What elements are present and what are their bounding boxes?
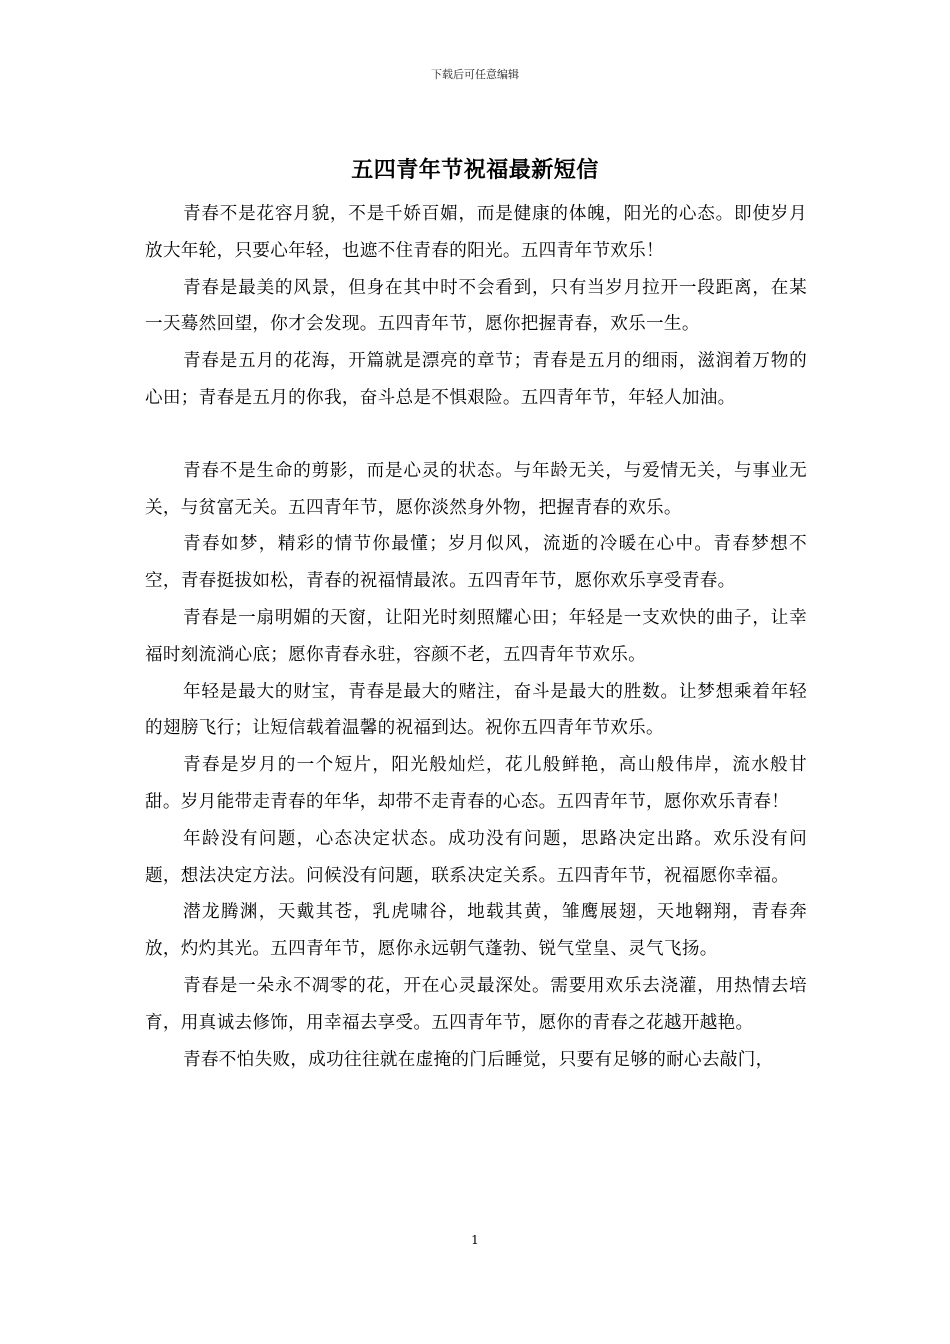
paragraph: 潜龙腾渊，天戴其苍，乳虎啸谷，地载其黄，雏鹰展翅，天地翱翔，青春奔放，灼灼其光。五四青年节，愿你永远朝气蓬勃、锐气堂皇、灵气飞扬。 — [145, 902, 807, 960]
page-header: 下载后可任意编辑 — [431, 68, 519, 81]
document-body — [145, 196, 807, 1078]
paragraph: 年轻是最大的财宝，青春是最大的赌注，奋斗是最大的胜数。让梦想乘着年轻的翅膀飞行；让短信载着温馨的祝福到达。祝你五四青年节欢乐。 — [145, 681, 807, 739]
paragraph: 青春是一扇明媚的天窗，让阳光时刻照耀心田；年轻是一支欢快的曲子，让幸福时刻流淌心底；愿你青春永驻，容颜不老，五四青年节欢乐。 — [145, 607, 807, 665]
paragraph: 青春是岁月的一个短片，阳光般灿烂，花儿般鲜艳，高山般伟岸，流水般甘甜。岁月能带走青春的年华，却带不走青春的心态。五四青年节，愿你欢乐青春！ — [145, 755, 807, 812]
paragraph: 青春如梦，精彩的情节你最懂；岁月似风，流逝的冷暖在心中。青春梦想不空，青春挺拔如松，青春的祝福情最浓。五四青年节，愿你欢乐享受青春。 — [145, 534, 807, 592]
paragraph: 青春不是花容月貌，不是千娇百媚，而是健康的体魄，阳光的心态。即使岁月放大年轮，只要心年轻，也遮不住青春的阳光。五四青年节欢乐！ — [145, 204, 807, 261]
paragraph: 年龄没有问题，心态决定状态。成功没有问题，思路决定出路。欢乐没有问题，想法决定方法。问候没有问题，联系决定关系。五四青年节，祝福愿你幸福。 — [145, 828, 807, 886]
document-title: 五四青年节祝福最新短信 — [351, 157, 599, 183]
page-number: 1 — [471, 1233, 479, 1247]
paragraph: 青春是五月的花海，开篇就是漂亮的章节；青春是五月的细雨，滋润着万物的心田；青春是五月的你我，奋斗总是不惧艰险。五四青年节，年轻人加油。 — [145, 351, 807, 408]
paragraph: 青春不是生命的剪影，而是心灵的状态。与年龄无关，与爱情无关，与事业无关，与贫富无关。五四青年节，愿你淡然身外物，把握青春的欢乐。 — [145, 460, 807, 518]
paragraph: 青春不怕失败，成功往往就在虚掩的门后睡觉，只要有足够的耐心去敲门， — [183, 1049, 774, 1070]
paragraph: 青春是最美的风景，但身在其中时不会看到，只有当岁月拉开一段距离，在某一天蓦然回望，你才会发现。五四青年节，愿你把握青春，欢乐一生。 — [145, 277, 807, 335]
blank-line — [145, 417, 807, 453]
paragraph: 青春是一朵永不凋零的花，开在心灵最深处。需要用欢乐去浇灌，用热情去培育，用真诚去修饰，用幸福去享受。五四青年节，愿你的青春之花越开越艳。 — [145, 975, 807, 1033]
